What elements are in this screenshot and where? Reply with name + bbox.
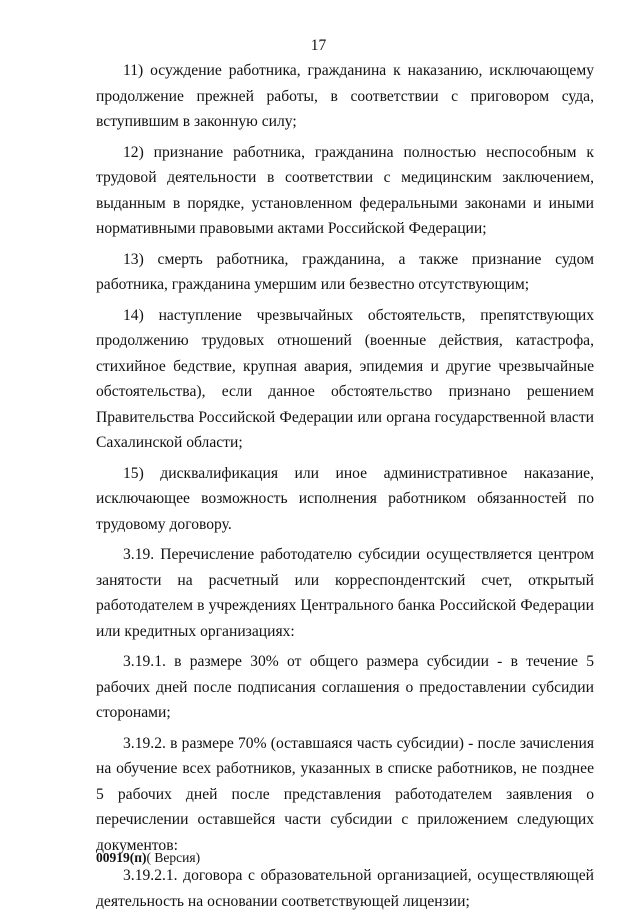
document-version-label: ( Версия)	[146, 850, 201, 865]
paragraph-section-3-19-1: 3.19.1. в размере 30% от общего размера субсидии - в течение 5 рабочих дней после подписания соглашения о предоставлении субсидии сторонами;	[96, 653, 594, 721]
paragraph-section-3-19-2: 3.19.2. в размере 70% (оставшаяся часть субсидии) - после зачисления на обучение всех работников, указанных в списке работников, не позднее 5 рабочих дней после представления работодателем заявления о перечислении оставшейся части субсидии с приложением следующих документов:	[96, 734, 594, 854]
paragraph-section-3-19: 3.19. Перечисление работодателю субсидии осуществляется центром занятости на расчетный или корреспондентский счет, открытый работодателем в учреждениях Центрального банка Российской Федерации или кредитных организациях:	[96, 546, 594, 640]
paragraph-item-15: 15) дисквалификация или иное административное наказание, исключающее возможность исполнения работником обязанностей по трудовому договору.	[96, 464, 594, 533]
paragraph-item-11: 11) осуждение работника, гражданина к наказанию, исключающему продолжение прежней работы, в соответствии с приговором суда, вступившим в законную силу;	[96, 62, 594, 130]
paragraph-item-14: 14) наступление чрезвычайных обстоятельств, препятствующих продолжению трудовых отношений (военные действия, катастрофа, стихийное бедствие, крупная авария, эпидемия и другие чрезвычайные обстоятельства), если данное обстоятельство признано решением Правительства Российской Федерации или органа государственной власти Сахалинской области;	[96, 306, 594, 451]
paragraph-item-12: 12) признание работника, гражданина полностью неспособным к трудовой деятельности в соответствии с медицинским заключением, выданным в порядке, установленном федеральными законами и иными нормативными правовыми актами Российской Федерации;	[96, 143, 594, 237]
document-code: 00919(п)	[96, 850, 147, 865]
paragraph-item-13: 13) смерть работника, гражданина, а также признание судом работника, гражданина умершим или безвестно отсутствующим;	[96, 250, 594, 293]
paragraph-section-3-19-2-1: 3.19.2.1. договора с образовательной организацией, осуществляющей деятельность на основании соответствующей лицензии;	[96, 867, 594, 910]
page-number: 17	[310, 37, 327, 54]
document-footer	[96, 850, 200, 866]
document-body	[96, 58, 594, 919]
